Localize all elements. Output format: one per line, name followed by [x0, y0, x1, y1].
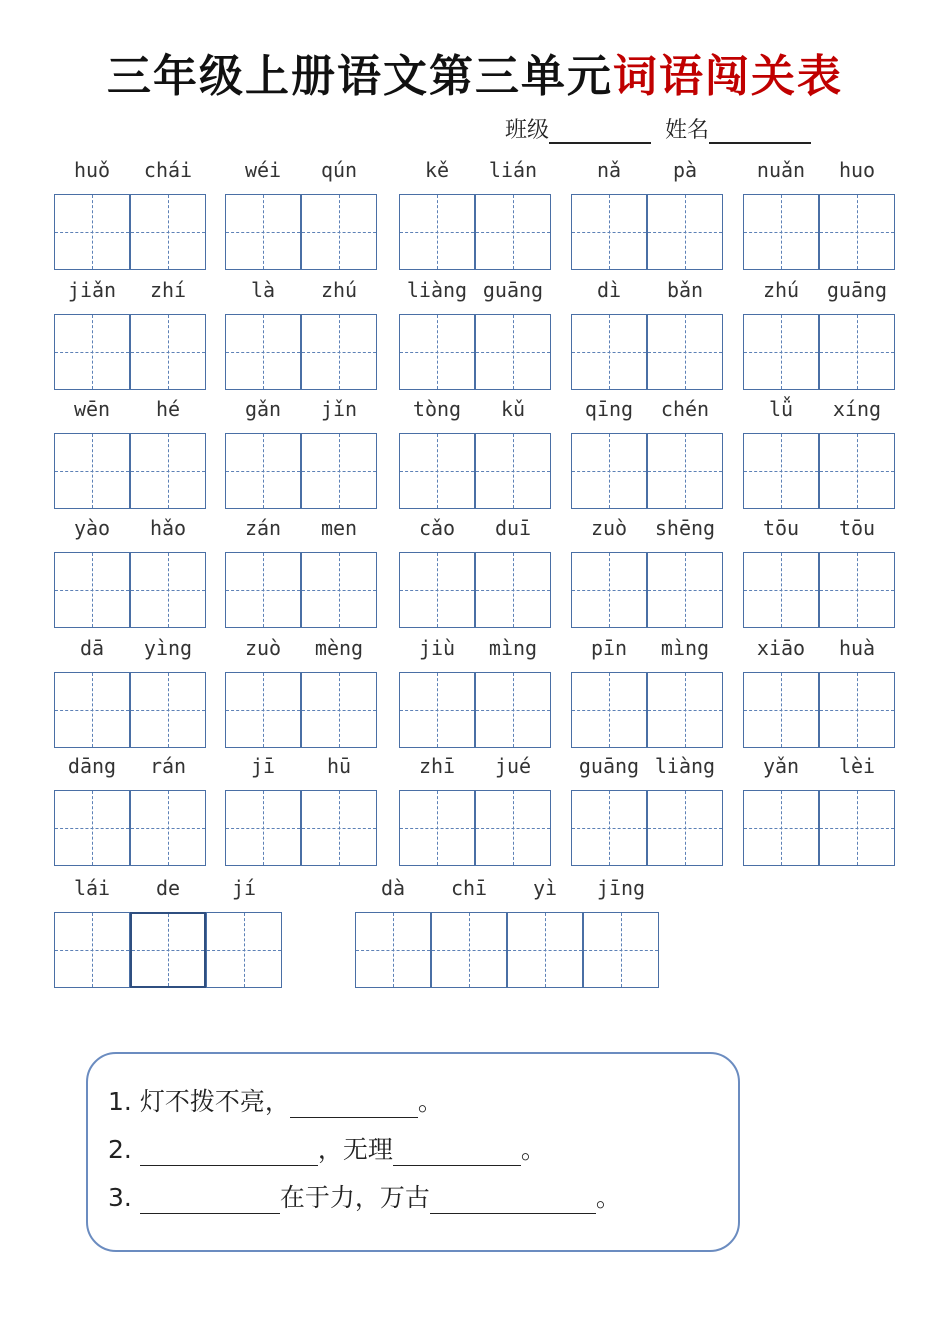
pinyin-label: wéi: [244, 158, 282, 182]
pinyin-label: nǎ: [596, 158, 622, 182]
writing-cell[interactable]: [819, 790, 895, 866]
pinyin-label: yì: [532, 876, 558, 900]
pinyin-label: zhú: [762, 278, 800, 302]
exercise-line: [108, 1130, 546, 1166]
pinyin-label: mèng: [314, 636, 364, 660]
exercise-text: ，无理: [317, 1135, 393, 1164]
pinyin-label: jiù: [418, 636, 456, 660]
answer-blank[interactable]: [140, 1139, 318, 1166]
pinyin-label: tòng: [412, 397, 462, 421]
writing-cell[interactable]: [819, 194, 895, 270]
writing-cell[interactable]: [475, 314, 551, 390]
student-info: [505, 113, 811, 144]
pinyin-label: yǎn: [762, 754, 800, 778]
writing-cell[interactable]: [475, 790, 551, 866]
exercise-text: 。: [520, 1135, 546, 1164]
writing-cell[interactable]: [54, 433, 130, 509]
exercise-text: 。: [417, 1087, 443, 1116]
pinyin-label: pīn: [590, 636, 628, 660]
writing-cell[interactable]: [130, 433, 206, 509]
exercise-line: [108, 1178, 621, 1214]
exercise-number: 3.: [108, 1183, 140, 1212]
writing-cell[interactable]: [301, 552, 377, 628]
writing-cell[interactable]: [225, 433, 301, 509]
writing-cell[interactable]: [647, 552, 723, 628]
writing-cell[interactable]: [399, 552, 475, 628]
pinyin-label: zhī: [418, 754, 456, 778]
writing-cell[interactable]: [54, 552, 130, 628]
writing-cell[interactable]: [819, 433, 895, 509]
exercise-text: 灯不拨不亮，: [139, 1087, 290, 1116]
pinyin-label: là: [250, 278, 276, 302]
pinyin-label: jīng: [596, 876, 646, 900]
writing-cell[interactable]: [647, 194, 723, 270]
writing-cell[interactable]: [355, 912, 431, 988]
pinyin-label: guāng: [578, 754, 640, 778]
pinyin-label: dā: [79, 636, 105, 660]
writing-cell[interactable]: [819, 314, 895, 390]
writing-cell[interactable]: [571, 314, 647, 390]
pinyin-label: zhí: [149, 278, 187, 302]
pinyin-label: cǎo: [418, 516, 456, 540]
writing-cell[interactable]: [475, 194, 551, 270]
writing-cell[interactable]: [475, 433, 551, 509]
writing-cell[interactable]: [743, 552, 819, 628]
pinyin-label: zhú: [320, 278, 358, 302]
writing-cell[interactable]: [130, 672, 206, 748]
writing-cell[interactable]: [647, 314, 723, 390]
writing-cell[interactable]: [399, 433, 475, 509]
pinyin-label: dāng: [67, 754, 117, 778]
title-main: 三年级上册语文第三单元: [107, 51, 613, 102]
pinyin-label: zuò: [244, 636, 282, 660]
writing-cell[interactable]: [225, 314, 301, 390]
writing-cell[interactable]: [399, 790, 475, 866]
pinyin-label: huà: [838, 636, 876, 660]
writing-cell[interactable]: [225, 790, 301, 866]
writing-cell[interactable]: [225, 672, 301, 748]
writing-cell[interactable]: [130, 194, 206, 270]
writing-cell[interactable]: [583, 912, 659, 988]
name-label: 姓名: [665, 118, 710, 143]
pinyin-label: nuǎn: [756, 158, 806, 182]
pinyin-label: duī: [494, 516, 532, 540]
pinyin-label: chī: [450, 876, 488, 900]
writing-cell[interactable]: [743, 672, 819, 748]
writing-cell[interactable]: [301, 790, 377, 866]
exercise-text: 。: [595, 1183, 621, 1212]
pinyin-label: mìng: [488, 636, 538, 660]
pinyin-label: tōu: [838, 516, 876, 540]
pinyin-label: wēn: [73, 397, 111, 421]
writing-cell[interactable]: [54, 194, 130, 270]
writing-cell[interactable]: [225, 194, 301, 270]
answer-blank[interactable]: [290, 1091, 418, 1118]
writing-cell[interactable]: [225, 552, 301, 628]
writing-cell[interactable]: [819, 672, 895, 748]
class-label: 班级: [505, 118, 550, 143]
writing-cell[interactable]: [54, 314, 130, 390]
title-highlight: 词语闯关表: [613, 51, 843, 102]
pinyin-label: jiǎn: [67, 278, 117, 302]
writing-cell[interactable]: [130, 790, 206, 866]
writing-cell[interactable]: [475, 552, 551, 628]
pinyin-label: xiāo: [756, 636, 806, 660]
pinyin-label: xíng: [832, 397, 882, 421]
writing-cell[interactable]: [647, 672, 723, 748]
writing-cell[interactable]: [399, 194, 475, 270]
pinyin-label: jí: [231, 876, 257, 900]
pinyin-label: kě: [424, 158, 450, 182]
pinyin-label: lèi: [838, 754, 876, 778]
name-field[interactable]: [709, 118, 811, 144]
exercise-text: 在于力，万古: [279, 1183, 430, 1212]
pinyin-label: liàng: [406, 278, 468, 302]
exercise-line: [108, 1082, 443, 1118]
pinyin-label: hé: [155, 397, 181, 421]
pinyin-label: kǔ: [500, 397, 526, 421]
writing-cell[interactable]: [399, 672, 475, 748]
writing-cell[interactable]: [130, 912, 206, 988]
exercise-number: 2.: [108, 1135, 140, 1164]
pinyin-label: guāng: [482, 278, 544, 302]
writing-cell[interactable]: [571, 552, 647, 628]
writing-cell[interactable]: [431, 912, 507, 988]
pinyin-label: huǒ: [73, 158, 111, 182]
writing-cell[interactable]: [399, 314, 475, 390]
pinyin-label: lǚ: [768, 397, 794, 421]
pinyin-label: chén: [660, 397, 710, 421]
pinyin-label: jī: [250, 754, 276, 778]
pinyin-label: jǐn: [320, 397, 358, 421]
writing-cell[interactable]: [301, 672, 377, 748]
writing-cell[interactable]: [571, 790, 647, 866]
writing-cell[interactable]: [301, 194, 377, 270]
pinyin-label: hǎo: [149, 516, 187, 540]
writing-cell[interactable]: [743, 433, 819, 509]
writing-cell[interactable]: [743, 194, 819, 270]
pinyin-label: qún: [320, 158, 358, 182]
pinyin-label: bǎn: [666, 278, 704, 302]
writing-cell[interactable]: [130, 552, 206, 628]
writing-cell[interactable]: [54, 912, 130, 988]
answer-blank[interactable]: [140, 1187, 280, 1214]
writing-cell[interactable]: [571, 433, 647, 509]
pinyin-label: zán: [244, 516, 282, 540]
pinyin-label: dì: [596, 278, 622, 302]
pinyin-label: de: [155, 876, 181, 900]
pinyin-label: gǎn: [244, 397, 282, 421]
writing-cell[interactable]: [571, 194, 647, 270]
writing-cell[interactable]: [647, 790, 723, 866]
pinyin-label: tōu: [762, 516, 800, 540]
pinyin-label: guāng: [826, 278, 888, 302]
writing-cell[interactable]: [206, 912, 282, 988]
writing-cell[interactable]: [130, 314, 206, 390]
answer-blank[interactable]: [430, 1187, 596, 1214]
pinyin-label: lái: [73, 876, 111, 900]
pinyin-label: qīng: [584, 397, 634, 421]
writing-cell[interactable]: [54, 672, 130, 748]
pinyin-label: dà: [380, 876, 406, 900]
writing-cell[interactable]: [647, 433, 723, 509]
pinyin-label: hū: [326, 754, 352, 778]
writing-cell[interactable]: [301, 314, 377, 390]
pinyin-label: pà: [672, 158, 698, 182]
page-title: [0, 40, 950, 104]
pinyin-label: shēng: [654, 516, 716, 540]
pinyin-label: lián: [488, 158, 538, 182]
writing-cell[interactable]: [54, 790, 130, 866]
pinyin-label: chái: [143, 158, 193, 182]
pinyin-label: jué: [494, 754, 532, 778]
writing-cell[interactable]: [743, 314, 819, 390]
exercise-number: 1.: [108, 1087, 140, 1116]
pinyin-label: huo: [838, 158, 876, 182]
pinyin-label: yìng: [143, 636, 193, 660]
pinyin-label: rán: [149, 754, 187, 778]
writing-cell[interactable]: [571, 672, 647, 748]
writing-cell[interactable]: [743, 790, 819, 866]
writing-cell[interactable]: [475, 672, 551, 748]
pinyin-label: men: [320, 516, 358, 540]
pinyin-label: mìng: [660, 636, 710, 660]
pinyin-label: yào: [73, 516, 111, 540]
pinyin-label: zuò: [590, 516, 628, 540]
writing-cell[interactable]: [507, 912, 583, 988]
writing-cell[interactable]: [819, 552, 895, 628]
pinyin-label: liàng: [654, 754, 716, 778]
writing-cell[interactable]: [301, 433, 377, 509]
class-field[interactable]: [549, 118, 651, 144]
answer-blank[interactable]: [393, 1139, 521, 1166]
